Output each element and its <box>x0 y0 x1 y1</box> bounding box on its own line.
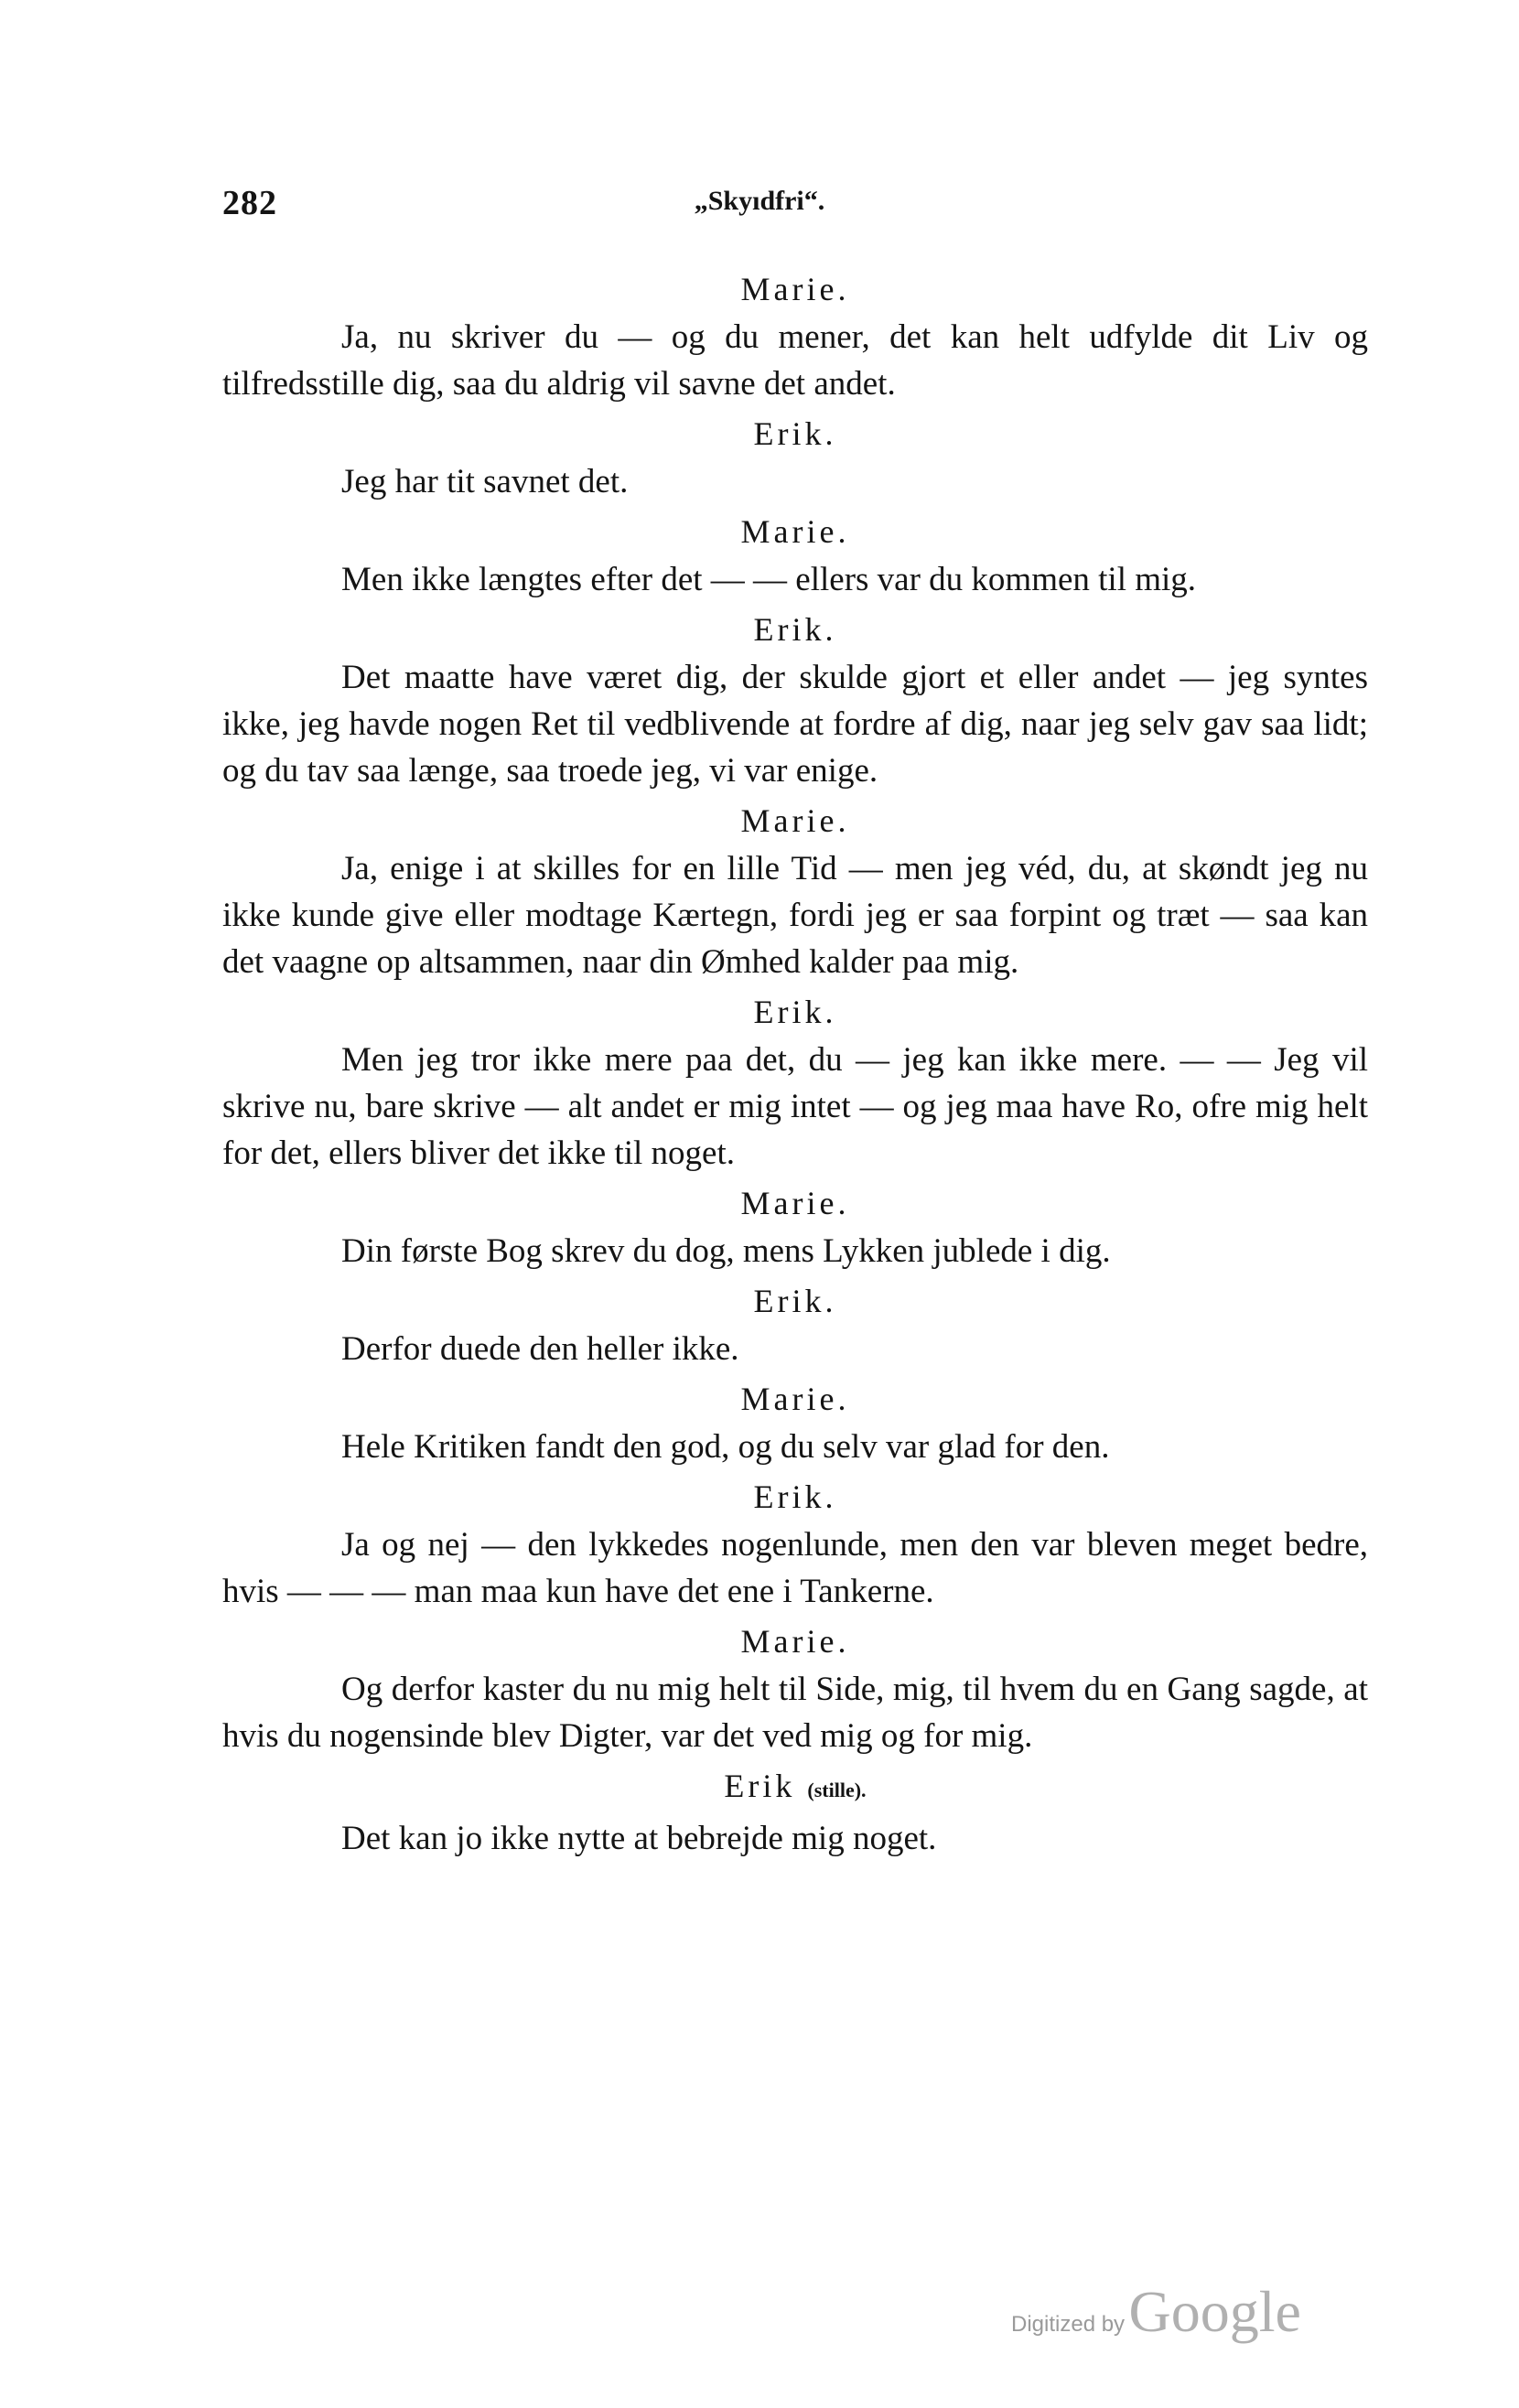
speaker-name: Erik. <box>753 1283 837 1319</box>
speech-paragraph: Men ikke længtes efter det — — ellers var du kommen til mig. <box>341 561 1197 598</box>
speaker-name: Erik. <box>753 1478 837 1515</box>
speaker-name: Marie. <box>740 802 850 839</box>
speaker-name: Marie. <box>740 1623 850 1660</box>
speech-paragraph: Ja, nu skriver du — og du mener, det kan helt udfylde dit Liv og tilfredsstille dig, saa du aldrig vil savne det andet. <box>222 318 1368 403</box>
digitized-by-google-watermark <box>1011 2278 1301 2346</box>
speaker-name: Erik. <box>753 415 837 452</box>
speaker-name: Erik. <box>753 994 837 1030</box>
speech-paragraph: Derfor duede den heller ikke. <box>341 1330 739 1368</box>
speaker-label: Erik <box>724 1768 796 1804</box>
speaker-name: Marie. <box>740 271 850 307</box>
google-logo: Google <box>1128 2279 1301 2344</box>
speech-paragraph: Men jeg tror ikke mere paa det, du — jeg kan ikke mere. — — Jeg vil skrive nu, bare skrive — alt andet er mig intet — og jeg maa have Ro, ofre mig helt for det, ellers bliver det ikke til noget. <box>222 1041 1368 1172</box>
speech-paragraph: Og derfor kaster du nu mig helt til Side, mig, til hvem du en Gang sagde, at hvis du nogensinde blev Digter, var det ved mig og for mig. <box>222 1671 1368 1755</box>
speech-paragraph: Hele Kritiken fandt den god, og du selv var glad for den. <box>341 1428 1110 1466</box>
speaker-name: Marie. <box>740 1381 850 1417</box>
speaker-name: Marie. <box>740 513 850 550</box>
speaker-name: Marie. <box>740 1185 850 1221</box>
speaker-name-with-stage-direction <box>222 1763 1368 1813</box>
speech-paragraph: Det maatte have været dig, der skulde gjort et eller andet — jeg syntes ikke, jeg havde nogen Ret til vedblivende at fordre af dig, naar jeg selv gav saa lidt; og du tav saa længe, saa troede jeg, vi var enige. <box>222 659 1368 790</box>
speech-paragraph: Ja og nej — den lykkedes nogenlunde, men den var bleven meget bedre, hvis — — — man maa kun have det ene i Tankerne. <box>222 1526 1368 1610</box>
speaker-name: Erik. <box>753 611 837 648</box>
speech-paragraph: Jeg har tit savnet det. <box>341 463 629 500</box>
speech-paragraph: Det kan jo ikke nytte at bebrejde mig noget. <box>341 1820 937 1857</box>
running-title: „Skyıdfri“. <box>694 186 825 216</box>
speech-paragraph: Din første Bog skrev du dog, mens Lykken jublede i dig. <box>341 1232 1111 1270</box>
stage-direction: (stille). <box>807 1779 867 1801</box>
page-number: 282 <box>222 184 277 222</box>
speech-paragraph: Ja, enige i at skilles for en lille Tid — men jeg véd, du, at skøndt jeg nu ikke kunde give eller modtage Kærtegn, fordi jeg er saa forpint og træt — saa kan det vaagne op altsammen, naar din Ømhed kalder paa mig. <box>222 850 1368 981</box>
dialogue-text <box>222 263 1368 1865</box>
digitized-by-label: Digitized by <box>1011 2312 1126 2337</box>
